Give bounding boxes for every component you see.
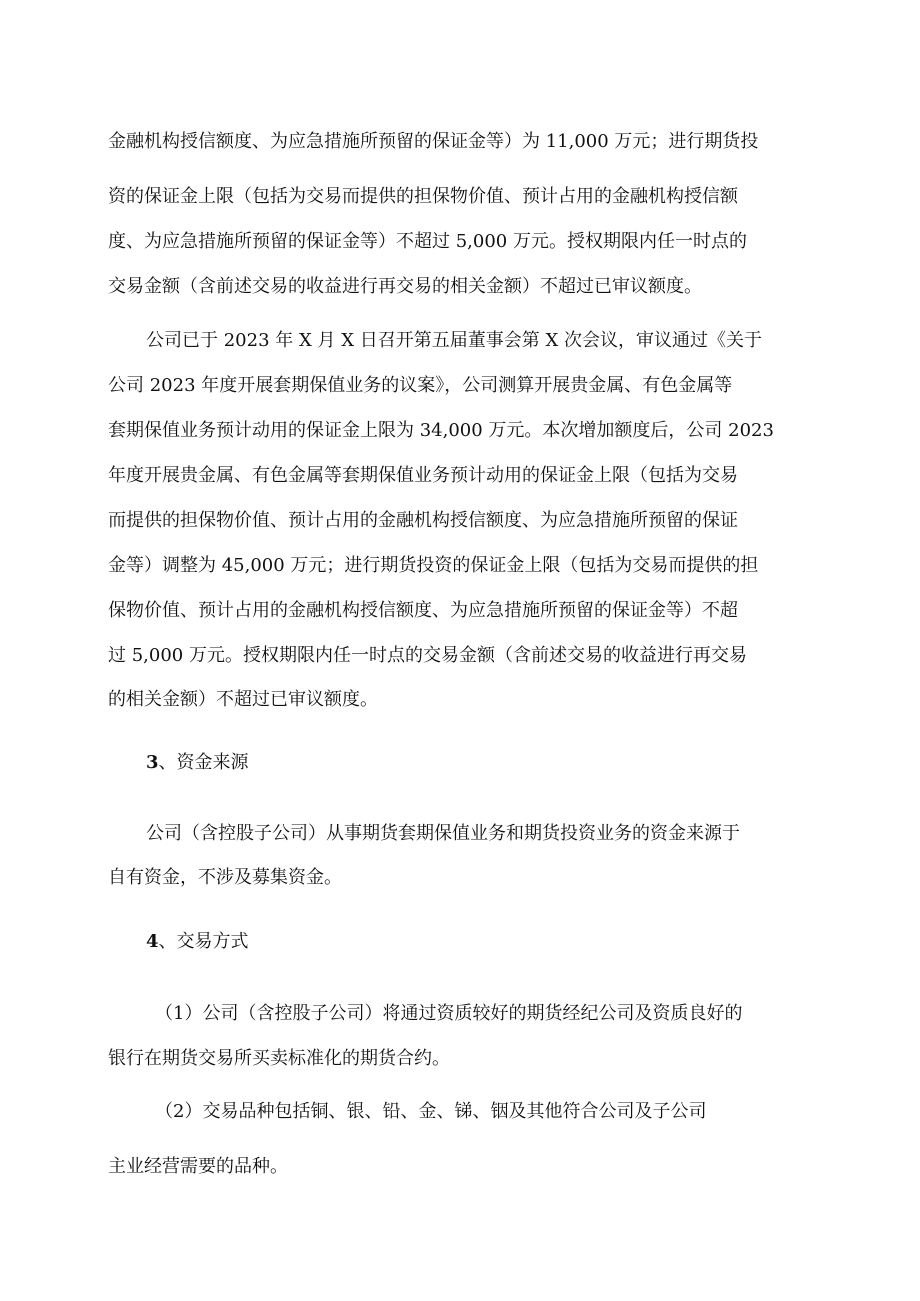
paragraph-2-line-1: 公司已于 2023 年 X 月 X 日召开第五届董事会第 X 次会议，审议通过《关于 (146, 330, 763, 351)
paragraph-2-line-4: 年度开展贵金属、有色金属等套期保值业务预计动用的保证金上限（包括为交易 (108, 465, 738, 486)
paragraph-2-line-5: 而提供的担保物价值、预计占用的金融机构授信额度、为应急措施所预留的保证 (108, 510, 738, 531)
section-3-title: 、资金来源 (158, 752, 249, 773)
paragraph-5-line-2: 主业经营需要的品种。 (108, 1156, 288, 1177)
section-4-number: 4 (146, 931, 159, 952)
paragraph-1-line-3: 度、为应急措施所预留的保证金等）不超过 5,000 万元。授权期限内任一时点的 (108, 231, 747, 252)
paragraph-4-line-1: （1）公司（含控股子公司）将通过资质较好的期货经纪公司及资质良好的 (155, 1003, 743, 1024)
paragraph-2-line-7: 保物价值、预计占用的金融机构授信额度、为应急措施所预留的保证金等）不超 (108, 600, 738, 621)
paragraph-2-line-9: 的相关金额）不超过已审议额度。 (108, 689, 378, 710)
paragraph-1-line-2: 资的保证金上限（包括为交易而提供的担保物价值、预计占用的金融机构授信额 (108, 186, 738, 207)
paragraph-3-line-2: 自有资金，不涉及募集资金。 (108, 867, 342, 888)
paragraph-2-line-2: 公司 2023 年度开展套期保值业务的议案》，公司测算开展贵金属、有色金属等 (108, 375, 733, 396)
section-3-number: 3 (146, 752, 159, 773)
paragraph-4-line-2: 银行在期货交易所买卖标准化的期货合约。 (108, 1048, 450, 1069)
section-3-heading (146, 752, 249, 774)
paragraph-5-line-1: （2）交易品种包括铜、银、铅、金、锑、铟及其他符合公司及子公司 (155, 1101, 707, 1122)
section-4-title: 、交易方式 (158, 931, 249, 952)
section-4-heading (146, 931, 249, 953)
paragraph-2-line-3: 套期保值业务预计动用的保证金上限为 34,000 万元。本次增加额度后，公司 2023 (108, 420, 774, 441)
paragraph-2-line-6: 金等）调整为 45,000 万元；进行期货投资的保证金上限（包括为交易而提供的担 (108, 555, 759, 576)
paragraph-3-line-1: 公司（含控股子公司）从事期货套期保值业务和期货投资业务的资金来源于 (146, 823, 740, 844)
paragraph-1-line-4: 交易金额（含前述交易的收益进行再交易的相关金额）不超过已审议额度。 (108, 276, 702, 297)
paragraph-1-line-1: 金融机构授信额度、为应急措施所预留的保证金等）为 11,000 万元；进行期货投 (108, 131, 759, 152)
paragraph-2-line-8: 过 5,000 万元。授权期限内任一时点的交易金额（含前述交易的收益进行再交易 (108, 645, 747, 666)
